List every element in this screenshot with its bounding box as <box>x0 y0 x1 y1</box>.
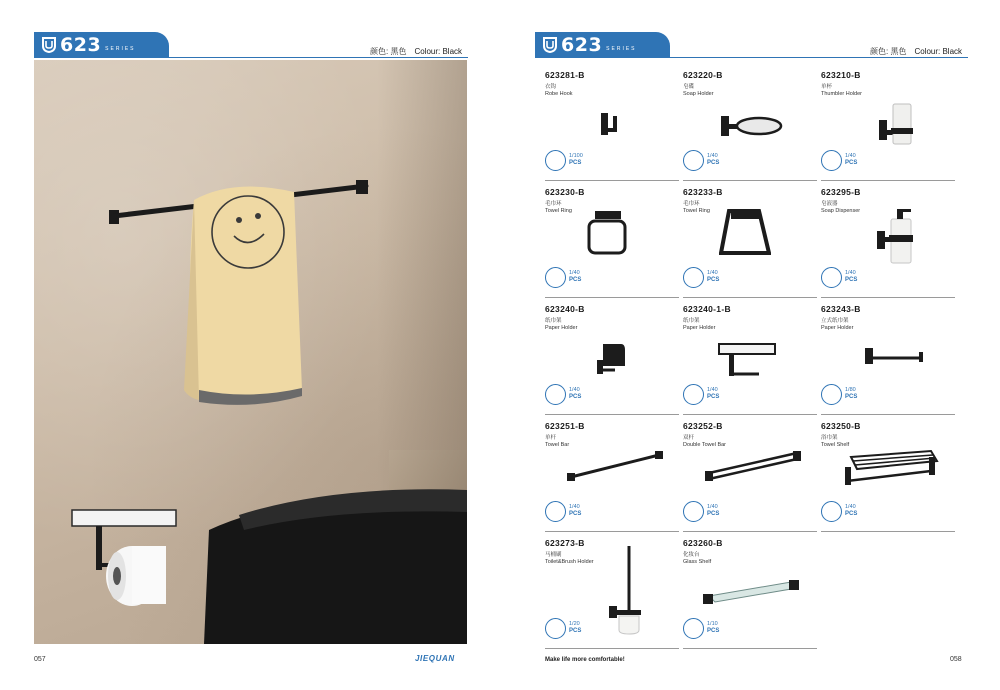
package-box-icon <box>683 267 704 288</box>
paper-holder-bar-icon <box>863 344 929 368</box>
product-code: 623273-B <box>545 538 585 548</box>
series-number: 623 <box>561 34 603 56</box>
product-code: 623295-B <box>821 187 861 197</box>
product-name-cn: 皂液器 <box>821 201 838 207</box>
product-code: 623260-B <box>683 538 723 548</box>
product-code: 623250-B <box>821 421 861 431</box>
product-name-en: Paper Holder <box>683 325 716 331</box>
product-card[interactable] <box>821 187 955 298</box>
package-box-icon <box>821 267 842 288</box>
product-card[interactable] <box>821 421 955 532</box>
product-name-en: Towel Ring <box>545 208 572 214</box>
packing-info: 1/40 PCS <box>683 501 743 523</box>
colour-label-right: 颜色: 黑色 Colour: Black <box>870 47 963 56</box>
product-code: 623230-B <box>545 187 585 197</box>
product-name-cn: 单杆 <box>545 435 557 441</box>
product-name-en: Towel Shelf <box>821 442 850 448</box>
package-box-icon <box>683 618 704 639</box>
product-name-en: Thumbler Holder <box>821 91 862 97</box>
product-name-en: Towel Bar <box>545 442 570 448</box>
shield-logo-icon <box>543 37 557 53</box>
package-box-icon <box>683 501 704 522</box>
soap-dispenser-icon <box>875 205 919 267</box>
package-box-icon <box>545 501 566 522</box>
packing-info: 1/40 PCS <box>821 150 881 172</box>
packing-info: 1/40 PCS <box>545 384 605 406</box>
slogan: Make life more comfortable! <box>545 657 625 663</box>
product-card[interactable] <box>545 538 679 649</box>
bathroom-photo <box>34 60 467 644</box>
product-name-en: Glass Shelf <box>683 559 712 565</box>
product-name-en: Soap Dispenser <box>821 208 861 214</box>
header-rule-left <box>34 57 468 58</box>
series-tab-left <box>34 32 169 58</box>
package-box-icon <box>545 150 566 171</box>
packing-info: 1/40 PCS <box>683 150 743 172</box>
package-box-icon <box>545 267 566 288</box>
product-card[interactable] <box>683 304 817 415</box>
toilet-brush-holder-icon <box>605 542 645 638</box>
page-number-right: 058 <box>950 656 962 663</box>
product-name-en: Robe Hook <box>545 91 573 97</box>
product-code: 623252-B <box>683 421 723 431</box>
series-word: SERIES <box>606 46 637 52</box>
package-box-icon <box>683 150 704 171</box>
double-towel-bar-icon <box>703 449 803 485</box>
product-code: 623243-B <box>821 304 861 314</box>
product-code: 623233-B <box>683 187 723 197</box>
packing-info: 1/20 PCS <box>545 618 605 640</box>
tumbler-holder-icon <box>877 100 917 148</box>
product-card[interactable] <box>545 187 679 298</box>
glass-shelf-icon <box>701 576 801 606</box>
product-code: 623220-B <box>683 70 723 80</box>
series-word: SERIES <box>105 46 136 52</box>
bathroom-scene-illustration <box>34 60 467 644</box>
product-name-cn: 双杆 <box>683 435 695 441</box>
page-number-left: 057 <box>34 656 46 663</box>
packing-info: 1/40 PCS <box>821 267 881 289</box>
packing-info: 1/80 PCS <box>821 384 881 406</box>
product-card[interactable] <box>545 304 679 415</box>
package-box-icon <box>821 384 842 405</box>
soap-holder-icon <box>719 112 783 140</box>
series-number: 623 <box>60 34 102 56</box>
package-box-icon <box>683 384 704 405</box>
product-card[interactable] <box>821 70 955 181</box>
product-name-cn: 纸巾架 <box>683 318 700 324</box>
product-name-cn: 毛巾环 <box>683 201 700 207</box>
product-card[interactable] <box>545 421 679 532</box>
package-box-icon <box>545 618 566 639</box>
product-code: 623281-B <box>545 70 585 80</box>
packing-info: 1/40 PCS <box>545 267 605 289</box>
towel-ring-square-icon <box>719 209 771 259</box>
packing-info: 1/100 PCS <box>545 150 605 172</box>
product-name-en: Towel Ring <box>683 208 710 214</box>
packing-info: 1/40 PCS <box>683 267 743 289</box>
product-name-en: Double Towel Bar <box>683 442 727 448</box>
series-tab-right <box>535 32 670 58</box>
product-name-en: Paper Holder <box>545 325 578 331</box>
product-name-en: Soap Holder <box>683 91 714 97</box>
product-card[interactable] <box>683 70 817 181</box>
robe-hook-icon <box>593 110 623 140</box>
product-code: 623240-B <box>545 304 585 314</box>
packing-info: 1/40 PCS <box>821 501 881 523</box>
product-name-cn: 毛巾环 <box>545 201 562 207</box>
packing-info: 1/10 PCS <box>683 618 743 640</box>
package-box-icon <box>821 501 842 522</box>
paper-holder-cover-icon <box>593 340 633 380</box>
product-name-en: Toilet&Brush Holder <box>545 559 594 565</box>
header-rule-right <box>535 57 968 58</box>
product-name-cn: 马桶刷 <box>545 552 562 558</box>
towel-shelf-icon <box>841 447 941 491</box>
product-name-cn: 皂碟 <box>683 84 695 90</box>
product-code: 623251-B <box>545 421 585 431</box>
paper-holder-shelf-icon <box>715 340 779 380</box>
towel-bar-icon <box>565 449 665 485</box>
brand-logo: JIEQUAN <box>415 654 455 663</box>
product-card[interactable] <box>683 421 817 532</box>
product-code: 623240-1-B <box>683 304 731 314</box>
product-code: 623210-B <box>821 70 861 80</box>
product-name-cn: 纸巾架 <box>545 318 562 324</box>
product-card[interactable] <box>683 187 817 298</box>
packing-info: 1/40 PCS <box>545 501 605 523</box>
product-name-cn: 立式纸巾架 <box>821 318 849 324</box>
product-name-cn: 衣钩 <box>545 84 557 90</box>
product-name-cn: 化妆台 <box>683 552 700 558</box>
product-card[interactable] <box>821 304 955 415</box>
package-box-icon <box>545 384 566 405</box>
towel-ring-icon <box>585 209 633 259</box>
product-name-en: Paper Holder <box>821 325 854 331</box>
colour-label-left: 颜色: 黑色 Colour: Black <box>370 47 463 56</box>
product-name-cn: 浴巾架 <box>821 435 838 441</box>
product-card[interactable] <box>683 538 817 649</box>
product-card[interactable] <box>545 70 679 181</box>
product-name-cn: 单杯 <box>821 84 833 90</box>
shield-logo-icon <box>42 37 56 53</box>
packing-info: 1/40 PCS <box>683 384 743 406</box>
package-box-icon <box>821 150 842 171</box>
